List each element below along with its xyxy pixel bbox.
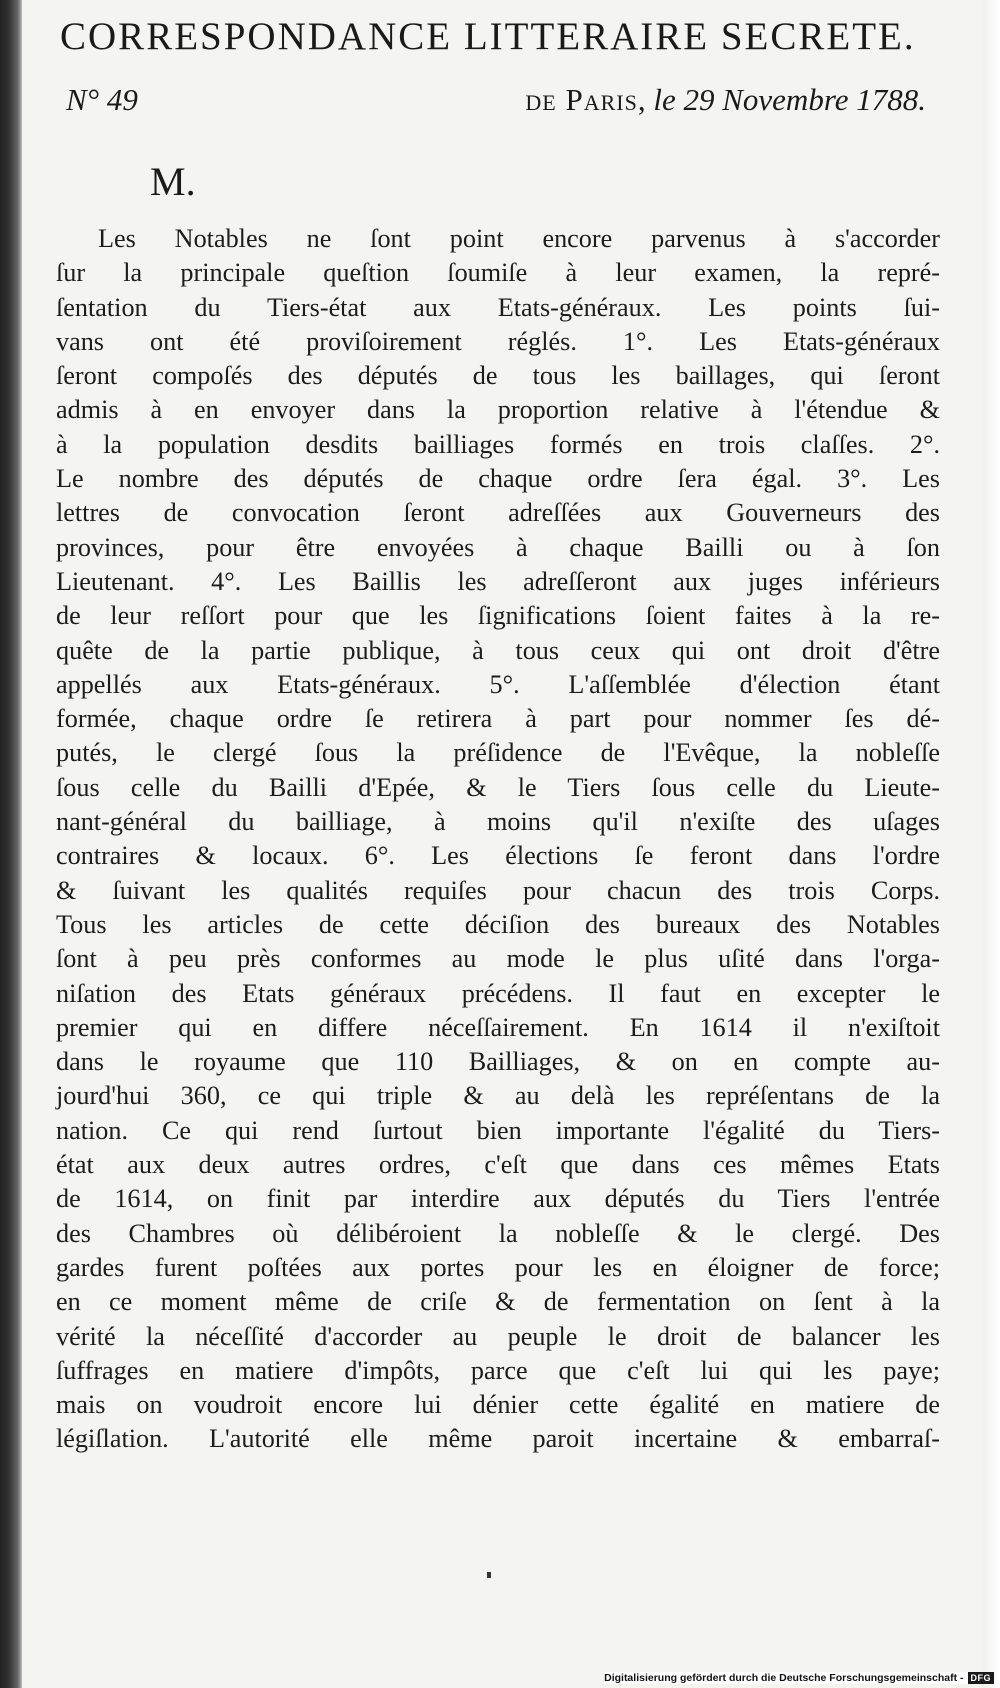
- text-line: provinces, pour être envoyées à chaque Bailli ou à ſon: [56, 532, 940, 562]
- dateline: de Paris, le 29 Novembre 1788.: [525, 82, 926, 117]
- dfg-logo: DFG: [968, 1672, 995, 1684]
- text-line: Lieutenant. 4°. Les Baillis les adreſſeront aux juges inférieurs: [56, 566, 940, 596]
- text-line: admis à en envoyer dans la proportion relative à l'étendue &: [56, 395, 940, 425]
- text-line: & ſuivant les qualités requiſes pour chacun des trois Corps.: [56, 875, 940, 905]
- page-mark: [487, 1572, 491, 1578]
- publication-title: CORRESPONDANCE LITTERAIRE SECRETE.: [60, 15, 916, 58]
- text-line: Tous les articles de cette déciſion des bureaux des Notables: [56, 909, 940, 939]
- text-line: des Chambres où délibéroient la nobleſſe & le clergé. Des: [56, 1218, 940, 1248]
- dateline-place: de Paris: [525, 82, 638, 117]
- text-line: en ce moment même de criſe & de fermentation on ſent à la: [56, 1287, 940, 1317]
- text-line: légiſlation. L'autorité elle même paroit incertaine & embarraſ-: [56, 1424, 940, 1454]
- digitization-footer: [604, 1672, 994, 1684]
- text-line: ſuffrages en matiere d'impôts, parce que c'eſt lui qui les paye;: [56, 1355, 940, 1385]
- text-line: premier qui en differe néceſſairement. En 1614 il n'exiſtoit: [56, 1012, 940, 1042]
- issue-line: [66, 82, 926, 118]
- text-line: putés, le clergé ſous la préſidence de l'Evêque, la nobleſſe: [56, 738, 940, 768]
- text-line: ſont à peu près conformes au mode le plus uſité dans l'orga-: [56, 944, 940, 974]
- text-line: lettres de convocation ſeront adreſſées aux Gouverneurs des: [56, 498, 940, 528]
- text-line: niſation des Etats généraux précédens. Il faut en excepter le: [56, 978, 940, 1008]
- text-line: quête de la partie publique, à tous ceux qui ont droit d'être: [56, 635, 940, 665]
- letter-body: [56, 222, 940, 1457]
- issue-number: N° 49: [66, 82, 138, 117]
- text-line: nation. Ce qui rend ſurtout bien importante l'égalité du Tiers-: [56, 1115, 940, 1145]
- text-line: appellés aux Etats-généraux. 5°. L'aſſemblée d'élection étant: [56, 669, 940, 699]
- text-line: de 1614, on finit par interdire aux députés du Tiers l'entrée: [56, 1184, 940, 1214]
- page-margin: [982, 0, 1000, 1688]
- binding-shadow: [0, 0, 22, 1688]
- text-line: nant-général du bailliage, à moins qu'il n'exiſte des uſages: [56, 807, 940, 837]
- text-line: Les Notables ne ſont point encore parvenus à s'accorder: [98, 224, 940, 253]
- text-line: ſeront compoſés des députés de tous les baillages, qui ſeront: [56, 361, 940, 391]
- text-line: ſous celle du Bailli d'Epée, & le Tiers ſous celle du Lieute-: [56, 772, 940, 802]
- text-line: contraires & locaux. 6°. Les élections ſe feront dans l'ordre: [56, 841, 940, 871]
- text-line: jourd'hui 360, ce qui triple & au delà les repréſentans de la: [56, 1081, 940, 1111]
- text-line: de leur reſſort pour que les ſignifications ſoient faites à la re-: [56, 601, 940, 631]
- text-line: ſur la principale queſtion ſoumiſe à leur examen, la repré-: [56, 258, 940, 288]
- text-line: mais on voudroit encore lui dénier cette égalité en matiere de: [56, 1390, 940, 1420]
- text-line: vérité la néceſſité d'accorder au peuple le droit de balancer les: [56, 1321, 940, 1351]
- salutation: M.: [150, 159, 196, 204]
- text-line: dans le royaume que 110 Bailliages, & on en compte au-: [56, 1047, 940, 1077]
- text-line: état aux deux autres ordres, c'eſt que dans ces mêmes Etats: [56, 1150, 940, 1180]
- footer-credit: Digitalisierung gefördert durch die Deutsche Forschungsgemeinschaft -: [604, 1672, 964, 1684]
- text-line: gardes furent poſtées aux portes pour les en éloigner de force;: [56, 1252, 940, 1282]
- text-line: ſentation du Tiers-état aux Etats-généraux. Les points ſui-: [56, 292, 940, 322]
- text-line: Le nombre des députés de chaque ordre ſera égal. 3°. Les: [56, 464, 940, 494]
- text-line: à la population desdits bailliages formés en trois claſſes. 2°.: [56, 429, 940, 459]
- dateline-date: le 29 Novembre 1788.: [653, 82, 926, 117]
- text-line: vans ont été proviſoirement réglés. 1°. Les Etats-généraux: [56, 326, 940, 356]
- text-line: formée, chaque ordre ſe retirera à part pour nommer ſes dé-: [56, 704, 940, 734]
